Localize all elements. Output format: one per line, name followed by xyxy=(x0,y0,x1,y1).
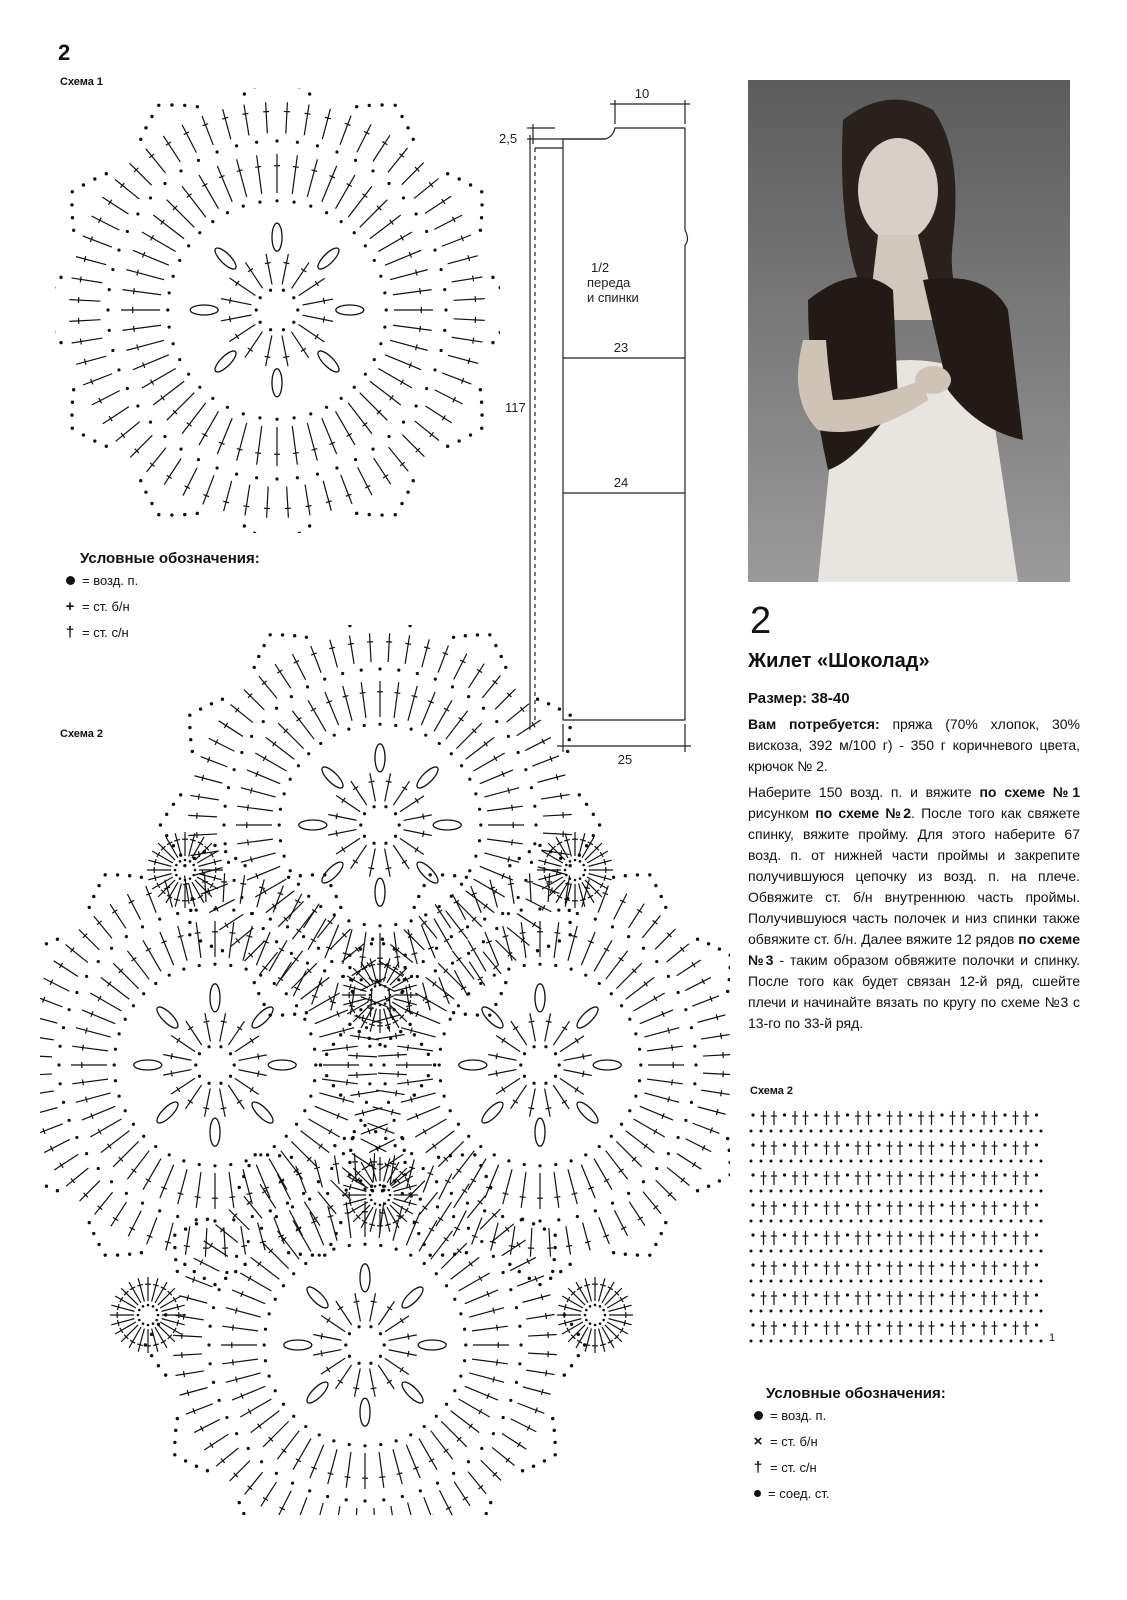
legend1-text: = ст. с/н xyxy=(82,624,129,640)
plus-icon: + xyxy=(65,597,75,615)
legend2-row-chain xyxy=(750,1402,946,1428)
instr-ref: по схеме №1 xyxy=(979,784,1080,800)
instr-text: - таким образом обвяжите полочки и спинку. После того как будет связан 12-й ряд, сшейте плечи и начинайте вязать по кругу по схеме №3 с 13-го по 33-й ряд. xyxy=(748,952,1080,1031)
legend2-text: = ст. с/н xyxy=(770,1459,817,1475)
schema2-right-label: Схема 2 xyxy=(750,1085,794,1097)
instr-ref: по схеме №2 xyxy=(815,805,912,821)
model-photo-image xyxy=(748,80,1070,582)
materials-text: пряжа (70% хлопок, 30% вискоза, 392 м/100 г) - 350 г коричневого цвета, крючок № 2. xyxy=(748,716,1080,774)
cross-icon: × xyxy=(753,1432,763,1450)
instr-ref: по схеме №3 xyxy=(748,931,1080,968)
legend2-title: Условные обозначения: xyxy=(766,1385,946,1402)
legend2-text: = ст. б/н xyxy=(770,1433,818,1449)
article-title: Жилет «Шоколад» xyxy=(748,650,930,672)
article-size: Размер: 38-40 xyxy=(748,690,850,707)
dim-height-label: 117 xyxy=(505,400,526,415)
article-number: 2 xyxy=(750,600,772,642)
legend2-text: = возд. п. xyxy=(770,1407,827,1423)
pattern-label-3: и спинки xyxy=(587,290,639,305)
legend2-row-dc xyxy=(750,1454,946,1480)
schema1-motif xyxy=(55,88,500,533)
legend1-text: = ст. б/н xyxy=(82,598,130,614)
instr-text: рисунком xyxy=(748,805,816,821)
chain-dot-icon xyxy=(66,576,75,585)
instr-text: Наберите 150 возд. п. и вяжите xyxy=(748,784,980,800)
pattern-label-1: 1/2 xyxy=(591,260,610,275)
schema2-motifs xyxy=(40,625,730,1515)
dagger-icon: † xyxy=(753,1458,763,1476)
legend2 xyxy=(750,1385,946,1506)
page-number: 2 xyxy=(58,40,71,65)
dim-neck-label: 2,5 xyxy=(499,131,518,146)
legend1-text: = возд. п. xyxy=(82,572,139,588)
model-photo xyxy=(748,80,1070,582)
legend1-row-sc xyxy=(62,593,260,619)
instructions-paragraph xyxy=(748,782,1080,1034)
slip-dot-icon xyxy=(754,1490,761,1497)
legend2-text: = соед. ст. xyxy=(768,1485,830,1501)
legend1-title: Условные обозначения: xyxy=(80,550,260,567)
materials-paragraph xyxy=(748,714,1080,777)
dim-24-label: 24 xyxy=(613,475,629,490)
materials-label: Вам потребуется: xyxy=(748,716,880,732)
schema1-label: Схема 1 xyxy=(60,76,104,88)
legend2-row-sc xyxy=(750,1428,946,1454)
row-marker: 1 xyxy=(1049,1332,1056,1344)
chain-dot-icon xyxy=(754,1411,763,1420)
legend2-row-slip xyxy=(750,1480,946,1506)
legend1-row-chain xyxy=(62,567,260,593)
dim-bottom-label: 25 xyxy=(617,752,633,767)
instr-text: . После того как свяжете спинку, вяжите пройму. Для этого наберите 67 возд. п. от нижней части проймы и закрепите получившуюся цепочку из возд. п. на плече. Обвяжите ст. б/н внутреннюю часть проймы. Получившуюся часть полочек и низ спинки также обвяжите ст. б/н. Далее вяжите 12 рядов xyxy=(748,805,1081,947)
schema2-label: Схема 2 xyxy=(60,728,104,740)
dim-top-label: 10 xyxy=(634,86,650,101)
schema2-grid xyxy=(745,1105,1065,1375)
pattern-label-2: переда xyxy=(587,275,631,290)
dagger-icon: † xyxy=(65,623,75,641)
dim-23-label: 23 xyxy=(613,340,629,355)
